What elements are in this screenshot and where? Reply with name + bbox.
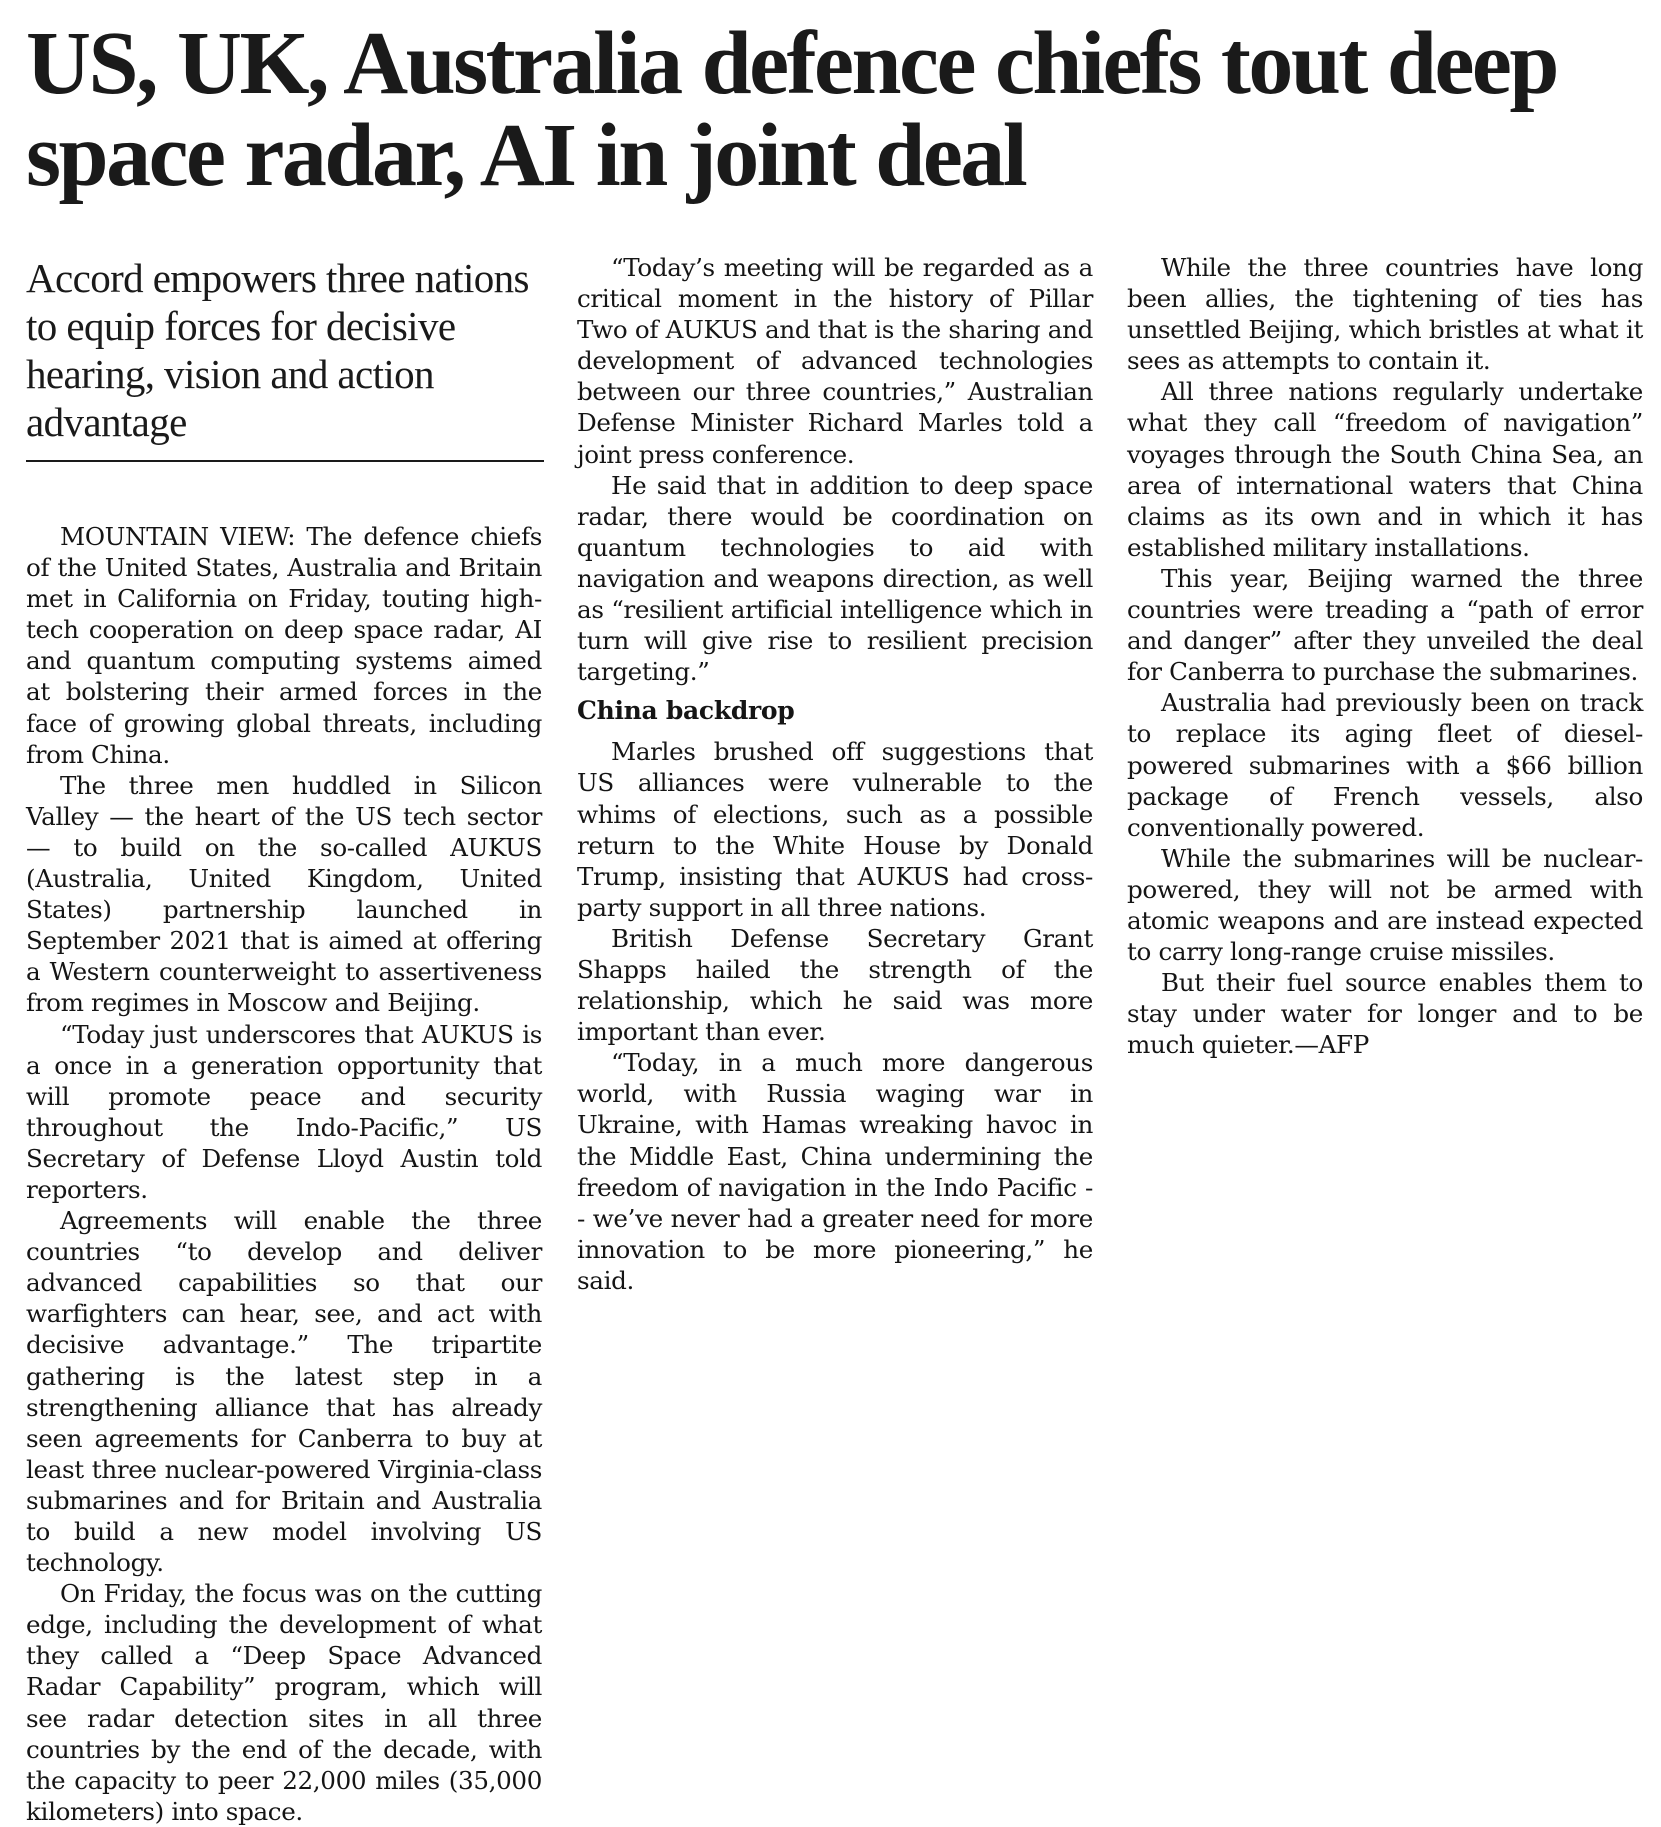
paragraph: “Today just underscores that AUKUS is a once in a generation opportunity that will promote peace and security throughout the Indo-Pacific,” US Secretary of Defense Lloyd Austin told reporters. bbox=[26, 1019, 542, 1204]
column-3 bbox=[1127, 252, 1643, 1502]
paragraph: He said that in addition to deep space radar, there would be coordination on quantum technologies to aid with navigation and weapons direction, as well as “resilient artificial intelligence which in turn will give rise to resilient precision targeting.” bbox=[577, 470, 1093, 687]
section-heading: China backdrop bbox=[577, 696, 795, 726]
paragraph: On Friday, the focus was on the cutting edge, including the development of what they called a “Deep Space Advanced Radar Capability” program, which will see radar detection sites in all three countries by the end of the decade, with the capacity to peer 22,000 miles (35,000 kilometers) into space. bbox=[26, 1579, 542, 1826]
paragraph: This year, Beijing warned the three countries were treading a “path of error and danger” after they unveiled the deal for Canberra to purchase the submarines. bbox=[1127, 563, 1643, 687]
paragraph: While the submarines will be nuclear-powered, they will not be armed with atomic weapons and are instead expected to carry long-range cruise missiles. bbox=[1127, 843, 1643, 967]
headline: US, UK, Australia defence chiefs tout deep space radar, AI in joint deal bbox=[26, 14, 1557, 205]
paragraph: While the three countries have long been allies, the tightening of ties has unsettled Beijing, which bristles at what it sees as attempts to contain it. bbox=[1127, 253, 1643, 376]
subheadline: Accord empowers three nations to equip forces for decisive hearing, vision and action advantage bbox=[26, 254, 544, 462]
column-2 bbox=[577, 252, 1093, 1502]
paragraph: Australia had previously been on track to replace its aging fleet of diesel-powered submarines with a $66 billion package of French vessels, also conventionally powered. bbox=[1127, 688, 1643, 842]
column-1 bbox=[26, 254, 542, 1826]
paragraph: “Today’s meeting will be regarded as a critical moment in the history of Pillar Two of AUKUS and that is the sharing and development of advanced technologies between our three countries,” Australian Defense Minister Richard Marles told a joint press conference. bbox=[577, 253, 1093, 469]
paragraph: Agreements will enable the three countries “to develop and deliver advanced capabilities so that our warfighters can hear, see, and act with decisive advantage.” The tripartite gathering is the latest step in a strengthening alliance that has already seen agreements for Canberra to buy at least three nuclear-powered Virginia-class submarines and for Britain and Australia to build a new model involving US technology. bbox=[26, 1206, 542, 1578]
paragraph: All three nations regularly undertake what they call “freedom of navigation” voyages through the South China Sea, an area of international waters that China claims as its own and in which it has established military installations. bbox=[1127, 377, 1643, 562]
paragraph: Marles brushed off suggestions that US alliances were vulnerable to the whims of elections, such as a possible return to the White House by Donald Trump, insisting that AUKUS had cross-party support in all three nations. bbox=[577, 737, 1093, 922]
paragraph: “Today, in a much more dangerous world, with Russia waging war in Ukraine, with Hamas wreaking havoc in the Middle East, China undermining the freedom of navigation in the Indo Pacific -- we’ve never had a greater need for more innovation to be more pioneering,” he said. bbox=[577, 1048, 1093, 1295]
paragraph: But their fuel source enables them to stay under water for longer and to be much quieter.—AFP bbox=[1127, 968, 1643, 1060]
article-body-part-1 bbox=[26, 521, 542, 1827]
paragraph: The three men huddled in Silicon Valley — the heart of the US tech sector — to build on the so-called AUKUS (Australia, United Kingdom, United States) partnership launched in September 2021 that is aimed at offering a Western counterweight to assertiveness from regimes in Moscow and Beijing. bbox=[26, 770, 542, 1018]
paragraph: MOUNTAIN VIEW: The defence chiefs of the United States, Australia and Britain met in California on Friday, touting high-tech cooperation on deep space radar, AI and quantum computing systems aimed at bolstering their armed forces in the face of growing global threats, including from China. bbox=[26, 522, 542, 769]
paragraph: British Defense Secretary Grant Shapps hailed the strength of the relationship, which he said was more important than ever. bbox=[577, 923, 1093, 1047]
